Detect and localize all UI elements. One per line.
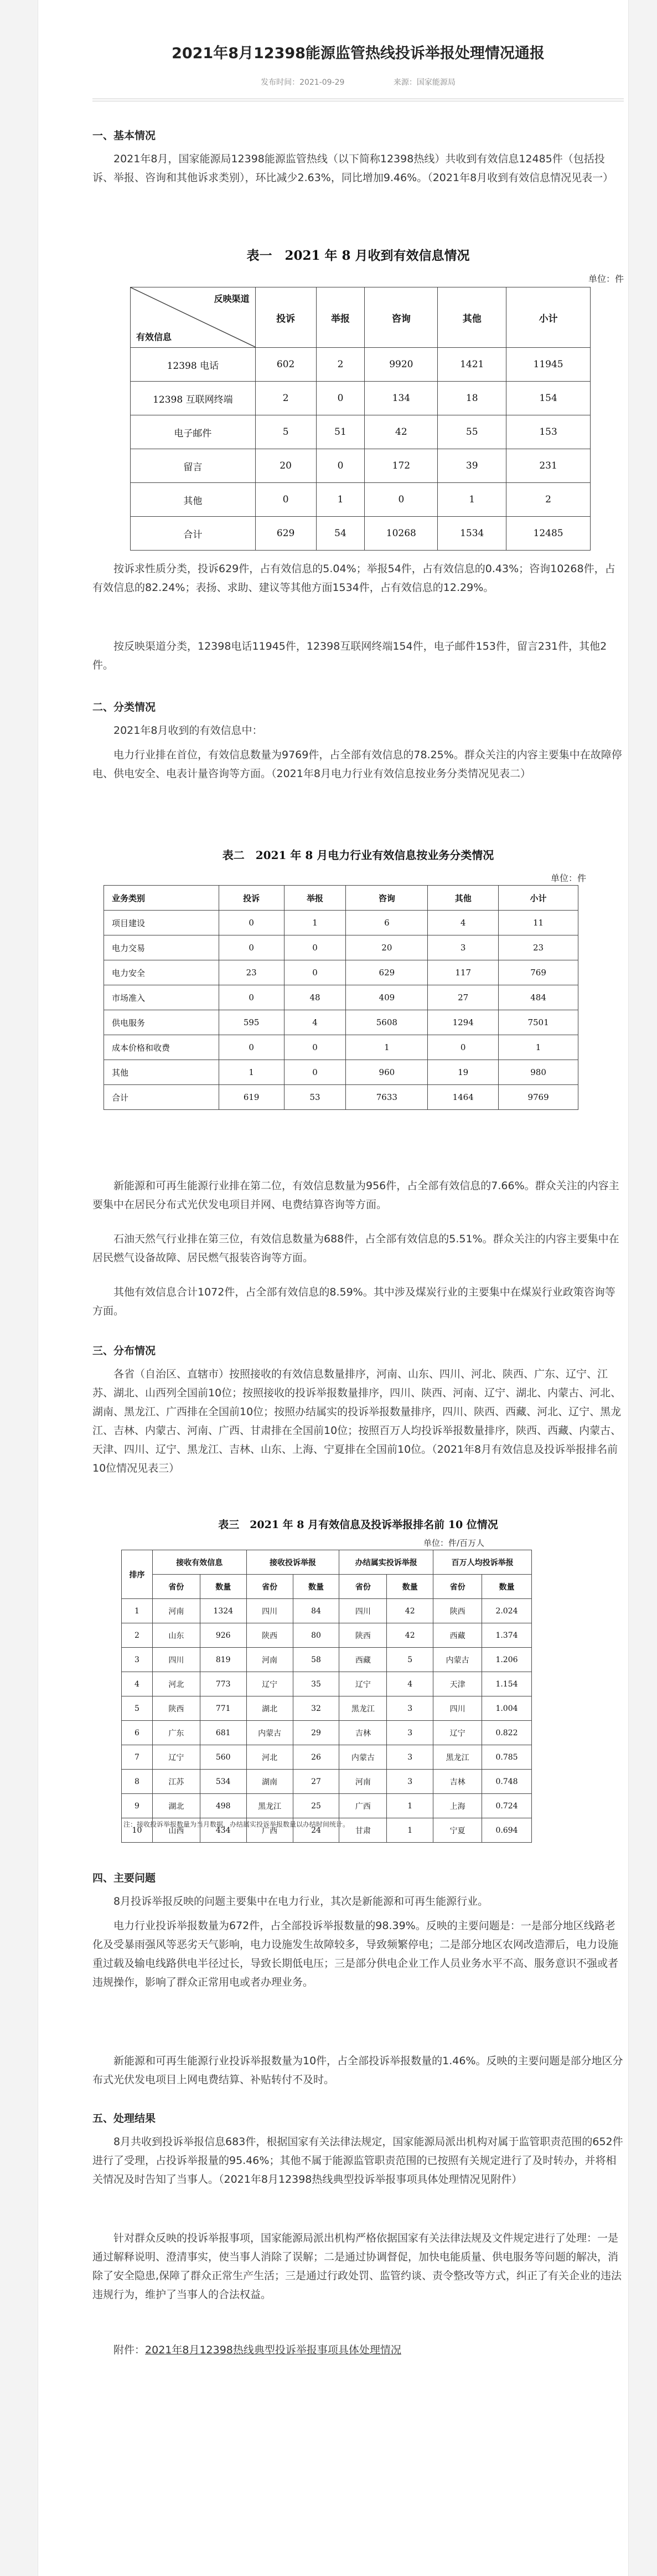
table-total-row — [104, 1085, 578, 1110]
row-label: 合计 — [104, 1085, 219, 1110]
table3-body — [122, 1599, 532, 1843]
table2-unit: 单位：件 — [551, 873, 587, 883]
paragraph: 各省（自治区、直辖市）按照接收的有效信息数量排序，河南、山东、四川、河北、陕西、广东、辽宁、江苏、湖北、山西列全国前10位；按照接收的投诉举报数量排序，四川、陕西、河南、辽宁、湖北、内蒙古、河北、湖南、黑龙江、广西排在全国前10位；按照办结属实的投诉举报数量排序，四川、陕西、西藏、河北、辽宁、黑龙江、吉林、内蒙古、河南、广西、甘肃排在全国前10位；按照百万人均投诉举报数量排序，陕西、西藏、内蒙古、天津、四川、辽宁、黑龙江、吉林、山东、上海、宁夏排在全国前10位。（2021年8月有效信息及投诉举报排名前10位情况见表三） — [92, 1368, 622, 1474]
province-cell: 内蒙古 — [246, 1721, 293, 1745]
row-label: 其他 — [131, 483, 256, 517]
province-cell: 陕西 — [246, 1623, 293, 1648]
table-cell: 2 — [255, 382, 316, 415]
count-cell: 0.822 — [482, 1721, 532, 1745]
table1-col-header: 咨询 — [365, 287, 438, 348]
province-cell: 湖北 — [152, 1794, 200, 1818]
row-label: 项目建设 — [104, 911, 219, 935]
table-cell: 0 — [219, 985, 284, 1010]
row-label: 其他 — [104, 1060, 219, 1085]
diag-top-label: 反映渠道 — [214, 294, 250, 304]
province-cell: 湖南 — [246, 1770, 293, 1794]
rank-cell: 7 — [122, 1745, 153, 1770]
table-cell: 55 — [438, 415, 506, 449]
article-page — [38, 0, 629, 2576]
row-label: 电力安全 — [104, 960, 219, 985]
table1 — [130, 287, 591, 551]
table3-group-header-row — [122, 1550, 532, 1575]
paragraph: 按反映渠道分类，12398电话11945件，12398互联网终端154件，电子邮件153件，留言231件，其他2件。 — [92, 640, 607, 671]
table-cell: 134 — [365, 382, 438, 415]
table-cell: 2 — [316, 348, 365, 382]
table-cell: 0 — [284, 960, 346, 985]
diag-bottom-label: 有效信息 — [136, 332, 172, 342]
section-heading-problems: 四、主要问题 — [92, 1872, 156, 1884]
count-cell: 771 — [200, 1696, 246, 1721]
count-cell: 24 — [293, 1818, 339, 1843]
count-cell: 84 — [293, 1599, 339, 1623]
table-cell: 4 — [428, 911, 499, 935]
count-cell: 534 — [200, 1770, 246, 1794]
province-cell: 陕西 — [433, 1599, 482, 1623]
rank-cell: 2 — [122, 1623, 153, 1648]
table3-sub-header: 数量 — [387, 1575, 433, 1599]
table-cell: 602 — [255, 348, 316, 382]
count-cell: 1324 — [200, 1599, 246, 1623]
table-cell: 20 — [346, 935, 428, 960]
table-row — [104, 1035, 578, 1060]
table-row — [122, 1672, 532, 1696]
table2-col-header: 小计 — [499, 886, 578, 911]
province-cell: 宁夏 — [433, 1818, 482, 1843]
table-cell: 1 — [316, 483, 365, 517]
table-row — [122, 1623, 532, 1648]
table3-sub-header: 数量 — [293, 1575, 339, 1599]
table-cell: 5 — [255, 415, 316, 449]
table-cell: 1421 — [438, 348, 506, 382]
count-cell: 819 — [200, 1648, 246, 1672]
table3-note: 注：接收投诉举报数量为当月数据，办结属实投诉举报数量以办结时间统计。 — [123, 1821, 350, 1828]
table1-col-header: 投诉 — [255, 287, 316, 348]
paragraph: 电力行业投诉举报数量为672件，占全部投诉举报数量的98.39%。反映的主要问题是：一是部分地区线路老化及受暴雨强风等恶劣天气影响，电力设施发生故障较多，导致频繁停电；二是部分地区农网改造滞后，电力设施重过载及输电线路供电半径过长，导致长期低电压；三是部分供电企业工作人员业务水平不高、服务意识不强或者违规操作，影响了群众正常用电或者办理业务。 — [92, 1920, 619, 1988]
province-cell: 广东 — [152, 1721, 200, 1745]
table-row — [131, 483, 591, 517]
province-cell: 四川 — [339, 1599, 387, 1623]
table-cell: 1 — [284, 911, 346, 935]
table-cell: 53 — [284, 1085, 346, 1110]
province-cell: 四川 — [152, 1648, 200, 1672]
row-label: 电力交易 — [104, 935, 219, 960]
table-row — [122, 1745, 532, 1770]
count-cell: 3 — [387, 1770, 433, 1794]
table-cell: 12485 — [506, 517, 591, 551]
table-row — [131, 449, 591, 483]
table-cell: 23 — [499, 935, 578, 960]
count-cell: 25 — [293, 1794, 339, 1818]
table-cell: 42 — [365, 415, 438, 449]
table-cell: 19 — [428, 1060, 499, 1085]
table1-diagonal-header — [131, 287, 256, 348]
rank-cell: 3 — [122, 1648, 153, 1672]
province-cell: 辽宁 — [246, 1672, 293, 1696]
table3-rank-header: 排序 — [122, 1550, 153, 1599]
count-cell: 0.694 — [482, 1818, 532, 1843]
table-cell: 0 — [284, 1035, 346, 1060]
province-cell: 辽宁 — [152, 1745, 200, 1770]
count-cell: 1.374 — [482, 1623, 532, 1648]
table-row — [104, 985, 578, 1010]
count-cell: 3 — [387, 1696, 433, 1721]
paragraph: 其他有效信息合计1072件，占全部有效信息的8.59%。其中涉及煤炭行业的主要集中在煤炭行业政策咨询等方面。 — [92, 1286, 615, 1317]
table3-sub-header: 省份 — [339, 1575, 387, 1599]
table-cell: 629 — [346, 960, 428, 985]
count-cell: 42 — [387, 1599, 433, 1623]
table3-sub-header: 数量 — [200, 1575, 246, 1599]
province-cell: 河南 — [246, 1648, 293, 1672]
table-row — [122, 1721, 532, 1745]
province-cell: 西藏 — [433, 1623, 482, 1648]
attachment-prefix: 附件： — [113, 2344, 146, 2356]
table-cell: 1 — [499, 1035, 578, 1060]
province-cell: 广西 — [246, 1818, 293, 1843]
table1-col-header: 小计 — [506, 287, 591, 348]
province-cell: 山西 — [152, 1818, 200, 1843]
table-cell: 2 — [506, 483, 591, 517]
paragraph: 2021年8月，国家能源局12398能源监管热线（以下简称12398热线）共收到有效信息12485件（包括投诉、举报、咨询和其他诉求类别），环比减少2.63%，同比增加9.46%。（2021年8月收到有效信息情况见表一） — [92, 153, 614, 184]
table-cell: 6 — [346, 911, 428, 935]
count-cell: 560 — [200, 1745, 246, 1770]
table-cell: 1534 — [438, 517, 506, 551]
table-cell: 7501 — [499, 1010, 578, 1035]
paragraph: 2021年8月收到的有效信息中： — [113, 724, 263, 737]
province-cell: 广西 — [339, 1794, 387, 1818]
province-cell: 河北 — [246, 1745, 293, 1770]
count-cell: 1.206 — [482, 1648, 532, 1672]
table-cell: 231 — [506, 449, 591, 483]
count-cell: 27 — [293, 1770, 339, 1794]
row-label: 市场准入 — [104, 985, 219, 1010]
table-cell: 0 — [365, 483, 438, 517]
table-cell: 0 — [219, 911, 284, 935]
paragraph: 8月投诉举报反映的问题主要集中在电力行业，其次是新能源和可再生能源行业。 — [113, 1895, 489, 1907]
count-cell: 1 — [387, 1794, 433, 1818]
count-cell: 434 — [200, 1818, 246, 1843]
province-cell: 上海 — [433, 1794, 482, 1818]
article-source: 来源：国家能源局 — [393, 78, 456, 87]
count-cell: 26 — [293, 1745, 339, 1770]
table-cell: 4 — [284, 1010, 346, 1035]
attachment — [113, 2342, 401, 2357]
paragraph: 新能源和可再生能源行业排在第二位，有效信息数量为956件，占全部有效信息的7.66%。群众关注的内容主要集中在居民分布式光伏发电项目并网、电费结算咨询等方面。 — [92, 1180, 619, 1211]
province-cell: 河南 — [339, 1770, 387, 1794]
table2-col-header: 举报 — [284, 886, 346, 911]
table-cell: 154 — [506, 382, 591, 415]
table-row — [104, 960, 578, 985]
table-row — [104, 935, 578, 960]
count-cell: 773 — [200, 1672, 246, 1696]
province-cell: 湖北 — [246, 1696, 293, 1721]
paragraph: 8月共收到投诉举报信息683件，根据国家有关法律法规定，国家能源局派出机构对属于监管职责范围的652件进行了受理，占投诉举报量的95.46%；其他不属于能源监管职责范围的已按照有关规定进行了及时转办，并将相关情况及时告知了当事人。（2021年8月12398热线典型投诉举报事项具体处理情况见附件） — [92, 2136, 623, 2186]
table3-sub-header-row — [122, 1575, 532, 1599]
table3-caption: 表三 2021 年 8 月有效信息及投诉举报排名前 10 位情况 — [218, 1519, 498, 1531]
rank-cell: 1 — [122, 1599, 153, 1623]
table-cell: 595 — [219, 1010, 284, 1035]
table2-caption: 表二 2021 年 8 月电力行业有效信息按业务分类情况 — [222, 849, 494, 862]
province-cell: 山东 — [152, 1623, 200, 1648]
table2-col-header: 咨询 — [346, 886, 428, 911]
province-cell: 辽宁 — [339, 1672, 387, 1696]
table-row — [104, 1060, 578, 1085]
province-cell: 河南 — [152, 1599, 200, 1623]
province-cell: 黑龙江 — [433, 1745, 482, 1770]
table-cell: 0 — [284, 935, 346, 960]
table2-col-header: 业务类别 — [104, 886, 219, 911]
table-cell: 0 — [428, 1035, 499, 1060]
province-cell: 吉林 — [339, 1721, 387, 1745]
table-row — [131, 382, 591, 415]
count-cell: 4 — [387, 1672, 433, 1696]
table3-unit: 单位：件/百万人 — [423, 1538, 485, 1548]
table-cell: 27 — [428, 985, 499, 1010]
table3-group-header: 百万人均投诉举报 — [433, 1550, 532, 1575]
row-label: 供电服务 — [104, 1010, 219, 1035]
rank-cell: 5 — [122, 1696, 153, 1721]
count-cell: 35 — [293, 1672, 339, 1696]
table3-sub-header: 数量 — [482, 1575, 532, 1599]
section-heading-classification: 二、分类情况 — [92, 701, 156, 713]
table1-unit: 单位：件 — [588, 274, 624, 284]
table-cell: 409 — [346, 985, 428, 1010]
rank-cell: 10 — [122, 1818, 153, 1843]
table-cell: 51 — [316, 415, 365, 449]
table-cell: 23 — [219, 960, 284, 985]
table-row — [122, 1696, 532, 1721]
table1-caption: 表一 2021 年 8 月收到有效信息情况 — [246, 248, 470, 263]
row-label: 留言 — [131, 449, 256, 483]
table-total-row — [131, 517, 591, 551]
table-cell: 484 — [499, 985, 578, 1010]
publish-time: 发布时间：2021-09-29 — [261, 78, 345, 87]
province-cell: 吉林 — [433, 1770, 482, 1794]
table-row — [122, 1794, 532, 1818]
rank-cell: 6 — [122, 1721, 153, 1745]
province-cell: 黑龙江 — [246, 1794, 293, 1818]
rank-cell: 9 — [122, 1794, 153, 1818]
table1-col-header: 举报 — [316, 287, 365, 348]
count-cell: 1 — [387, 1818, 433, 1843]
province-cell: 辽宁 — [433, 1721, 482, 1745]
table-row — [122, 1599, 532, 1623]
count-cell: 681 — [200, 1721, 246, 1745]
table-cell: 980 — [499, 1060, 578, 1085]
province-cell: 西藏 — [339, 1648, 387, 1672]
count-cell: 926 — [200, 1623, 246, 1648]
table-cell: 5608 — [346, 1010, 428, 1035]
table-cell: 0 — [219, 935, 284, 960]
table-cell: 0 — [316, 382, 365, 415]
count-cell: 58 — [293, 1648, 339, 1672]
table-cell: 1 — [438, 483, 506, 517]
section-heading-distribution: 三、分布情况 — [92, 1345, 156, 1357]
table-row — [131, 348, 591, 382]
province-cell: 四川 — [433, 1696, 482, 1721]
count-cell: 498 — [200, 1794, 246, 1818]
province-cell: 陕西 — [339, 1623, 387, 1648]
row-label: 合计 — [131, 517, 256, 551]
page-title: 2021年8月12398能源监管热线投诉举报处理情况通报 — [172, 45, 545, 62]
table-row — [104, 1010, 578, 1035]
section-heading-basic: 一、基本情况 — [92, 130, 156, 142]
table2-col-header: 其他 — [428, 886, 499, 911]
table-cell: 39 — [438, 449, 506, 483]
table-cell: 18 — [438, 382, 506, 415]
row-label: 12398 互联网终端 — [131, 382, 256, 415]
table-cell: 0 — [316, 449, 365, 483]
table3-group-header: 接收投诉举报 — [246, 1550, 339, 1575]
province-cell: 内蒙古 — [433, 1648, 482, 1672]
table-cell: 0 — [284, 1060, 346, 1085]
count-cell: 0.785 — [482, 1745, 532, 1770]
paragraph: 石油天然气行业排在第三位，有效信息数量为688件，占全部有效信息的5.51%。群众关注的内容主要集中在居民燃气设备故障、居民燃气报装咨询等方面。 — [92, 1233, 619, 1264]
article-meta — [92, 76, 624, 88]
table-cell: 1294 — [428, 1010, 499, 1035]
table-cell: 619 — [219, 1085, 284, 1110]
table-row — [131, 415, 591, 449]
count-cell: 3 — [387, 1721, 433, 1745]
table-cell: 1 — [219, 1060, 284, 1085]
table-row — [122, 1770, 532, 1794]
rank-cell: 8 — [122, 1770, 153, 1794]
province-cell: 内蒙古 — [339, 1745, 387, 1770]
table-cell: 9769 — [499, 1085, 578, 1110]
count-cell: 42 — [387, 1623, 433, 1648]
table3-group-header: 接收有效信息 — [152, 1550, 246, 1575]
table1-header-row — [131, 287, 591, 348]
paragraph: 新能源和可再生能源行业投诉举报数量为10件，占全部投诉举报数量的1.46%。反映的主要问题是部分地区分布式光伏发电项目上网电费结算、补贴转付不及时。 — [92, 2055, 623, 2086]
table-row — [104, 911, 578, 935]
province-cell: 江苏 — [152, 1770, 200, 1794]
table-cell: 11 — [499, 911, 578, 935]
table-cell: 20 — [255, 449, 316, 483]
section-heading-results: 五、处理结果 — [92, 2112, 156, 2125]
table-cell: 769 — [499, 960, 578, 985]
table-cell: 7633 — [346, 1085, 428, 1110]
paragraph: 按诉求性质分类，投诉629件，占有效信息的5.04%；举报54件，占有效信息的0.43%；咨询10268件，占有效信息的82.24%；表扬、求助、建议等其他方面1534件，占有效信息的12.29%。 — [92, 563, 615, 594]
table-cell: 48 — [284, 985, 346, 1010]
table-cell: 0 — [219, 1035, 284, 1060]
paragraph: 针对群众反映的投诉举报事项，国家能源局派出机构严格依据国家有关法律法规及文件规定进行了处理：一是通过解释说明、澄清事实，使当事人消除了误解；二是通过协调督促，加快电能质量、供电服务等问题的解决，消除了安全隐患,保障了群众正常生产生活；三是通过行政处罚、监管约谈、责令整改等方式，纠正了有关企业的违法违规行为，维护了当事人的合法权益。 — [92, 2232, 622, 2301]
count-cell: 0.748 — [482, 1770, 532, 1794]
table3 — [121, 1550, 532, 1843]
province-cell: 天津 — [433, 1672, 482, 1696]
table1-col-header: 其他 — [438, 287, 506, 348]
row-label: 电子邮件 — [131, 415, 256, 449]
count-cell: 0.724 — [482, 1794, 532, 1818]
table2 — [104, 885, 578, 1110]
table-cell: 0 — [255, 483, 316, 517]
table-cell: 11945 — [506, 348, 591, 382]
province-cell: 陕西 — [152, 1696, 200, 1721]
table-cell: 9920 — [365, 348, 438, 382]
row-label: 成本价格和收费 — [104, 1035, 219, 1060]
count-cell: 80 — [293, 1623, 339, 1648]
table-cell: 3 — [428, 935, 499, 960]
table-cell: 629 — [255, 517, 316, 551]
province-cell: 河北 — [152, 1672, 200, 1696]
table3-sub-header: 省份 — [433, 1575, 482, 1599]
attachment-link[interactable]: 2021年8月12398热线典型投诉举报事项具体处理情况 — [145, 2344, 401, 2356]
table3-sub-header: 省份 — [152, 1575, 200, 1599]
table-cell: 960 — [346, 1060, 428, 1085]
table3-group-header: 办结属实投诉举报 — [339, 1550, 433, 1575]
table2-header-row — [104, 886, 578, 911]
table-cell: 117 — [428, 960, 499, 985]
province-cell: 黑龙江 — [339, 1696, 387, 1721]
count-cell: 3 — [387, 1745, 433, 1770]
table-cell: 1 — [346, 1035, 428, 1060]
count-cell: 1.004 — [482, 1696, 532, 1721]
table-cell: 1464 — [428, 1085, 499, 1110]
count-cell: 1.154 — [482, 1672, 532, 1696]
paragraph: 电力行业排在首位，有效信息数量为9769件，占全部有效信息的78.25%。群众关注的内容主要集中在故障停电、供电安全、电表计量咨询等方面。（2021年8月电力行业有效信息按业务分类情况见表二） — [92, 749, 622, 780]
table2-col-header: 投诉 — [219, 886, 284, 911]
rank-cell: 4 — [122, 1672, 153, 1696]
province-cell: 四川 — [246, 1599, 293, 1623]
count-cell: 5 — [387, 1648, 433, 1672]
table3-sub-header: 省份 — [246, 1575, 293, 1599]
province-cell: 甘肃 — [339, 1818, 387, 1843]
table-cell: 153 — [506, 415, 591, 449]
table-row — [122, 1648, 532, 1672]
count-cell: 2.024 — [482, 1599, 532, 1623]
table-cell: 172 — [365, 449, 438, 483]
table-cell: 54 — [316, 517, 365, 551]
count-cell: 32 — [293, 1696, 339, 1721]
table-cell: 10268 — [365, 517, 438, 551]
count-cell: 29 — [293, 1721, 339, 1745]
row-label: 12398 电话 — [131, 348, 256, 382]
